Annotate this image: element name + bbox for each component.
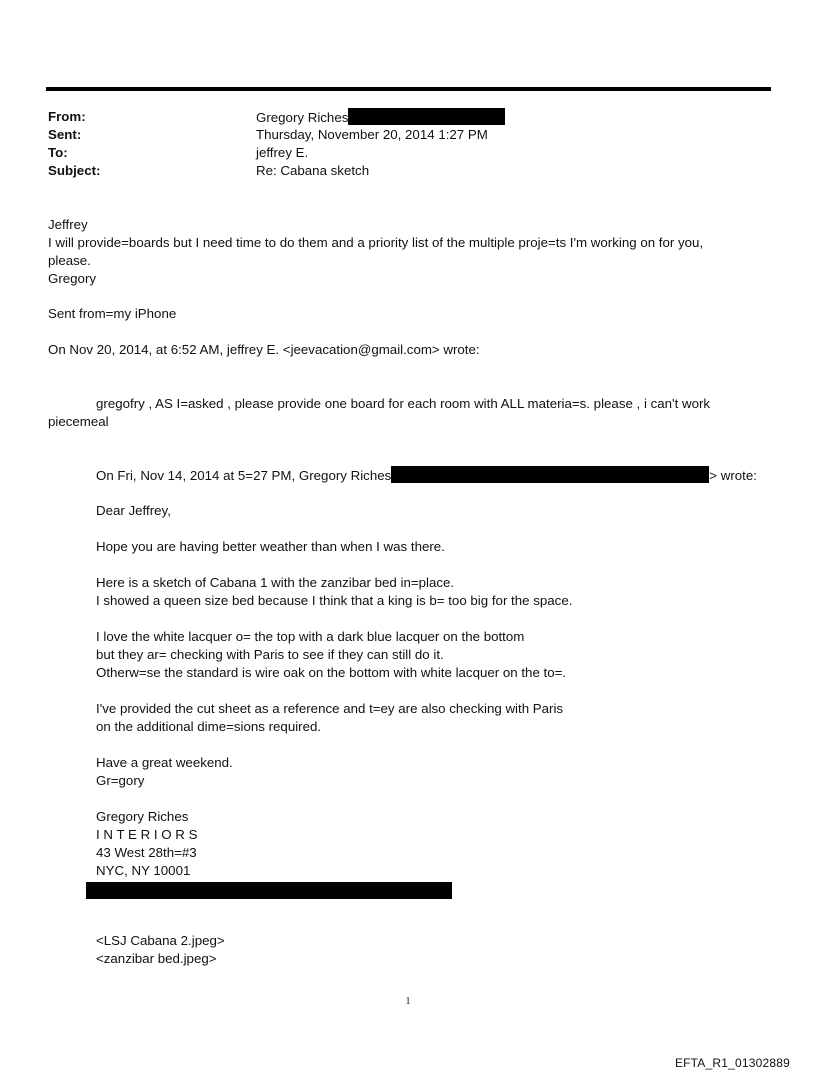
quote2-attribution-start: On Fri, Nov 14, 2014 at 5=27 PM, Gregory Riches [96, 468, 392, 483]
quote2-line: on the additional dime=sions required. [96, 719, 322, 734]
reply-signoff: Gregory [48, 271, 97, 286]
header-rule [46, 87, 771, 91]
spacer [96, 556, 776, 574]
quote2-line: Otherw=se the standard is wire oak on the bottom with white lacquer on the to=. [96, 665, 567, 680]
to-value: jeffrey E. [256, 145, 309, 160]
redaction-bar [86, 882, 452, 899]
signature-company: I N T E R I O R S [96, 827, 198, 842]
sent-from-text: Sent from=my iPhone [48, 306, 177, 321]
reply-line: I will provide=boards but I need time to do them and a priority list of the multiple proje=ts I'm working on for you, [48, 235, 704, 250]
sent-from-line [48, 305, 773, 323]
from-label: From: [48, 109, 86, 124]
attachments [96, 932, 776, 968]
reply-line: please. [48, 253, 91, 268]
reply-body [48, 216, 773, 288]
quote2-closing: Have a great weekend. [96, 755, 233, 770]
quote2-salutation: Dear Jeffrey, [96, 503, 171, 518]
quote2-attribution-end: > wrote: [709, 468, 757, 483]
spacer [96, 520, 776, 538]
quote2-line: Hope you are having better weather than when I was there. [96, 539, 445, 554]
from-value [256, 108, 505, 127]
from-name: Gregory Riches [256, 110, 349, 125]
page-number: 1 [405, 996, 411, 1007]
sent-value: Thursday, November 20, 2014 1:27 PM [256, 127, 488, 142]
signature-address: 43 West 28th=#3 [96, 845, 197, 860]
spacer [96, 790, 776, 808]
to-label: To: [48, 145, 68, 160]
quote2-line: I've provided the cut sheet as a reference and t=ey are also checking with Paris [96, 701, 564, 716]
redaction-bar [348, 108, 505, 125]
document-id: EFTA_R1_01302889 [674, 1056, 790, 1070]
quote2-line: I love the white lacquer o= the top with a dark blue lacquer on the bottom [96, 629, 525, 644]
attachment-item: <zanzibar bed.jpeg> [96, 951, 217, 966]
quote2-line: Here is a sketch of Cabana 1 with the zanzibar bed in=place. [96, 575, 455, 590]
signature-address: NYC, NY 10001 [96, 863, 191, 878]
attachment-item: <LSJ Cabana 2.jpeg> [96, 933, 225, 948]
quote1-attribution-text: On Nov 20, 2014, at 6:52 AM, jeffrey E. <jeevacation@gmail.com> wrote: [48, 342, 480, 357]
reply-greeting: Jeffrey [48, 217, 88, 232]
spacer [96, 610, 776, 628]
spacer [96, 736, 776, 754]
redaction-bar [391, 466, 709, 483]
quote2-attribution-line [96, 466, 776, 485]
quote1-body [48, 395, 773, 431]
signature-name: Gregory Riches [96, 809, 189, 824]
quote2-attribution [96, 466, 776, 485]
sent-label: Sent: [48, 127, 82, 142]
spacer [96, 682, 776, 700]
quote2-line: but they ar= checking with Paris to see if they can still do it. [96, 647, 444, 662]
quote1-line: piecemeal [48, 414, 109, 429]
quote1-line: gregofry , AS I=asked , please provide one board for each room with ALL materia=s. please , i can't work [96, 396, 711, 411]
quote2-body [96, 502, 776, 880]
quote1-attribution [48, 341, 773, 359]
quote2-closing: Gr=gory [96, 773, 145, 788]
quote2-line: I showed a queen size bed because I think that a king is b= too big for the space. [96, 593, 573, 608]
subject-value: Re: Cabana sketch [256, 163, 370, 178]
subject-label: Subject: [48, 163, 101, 178]
